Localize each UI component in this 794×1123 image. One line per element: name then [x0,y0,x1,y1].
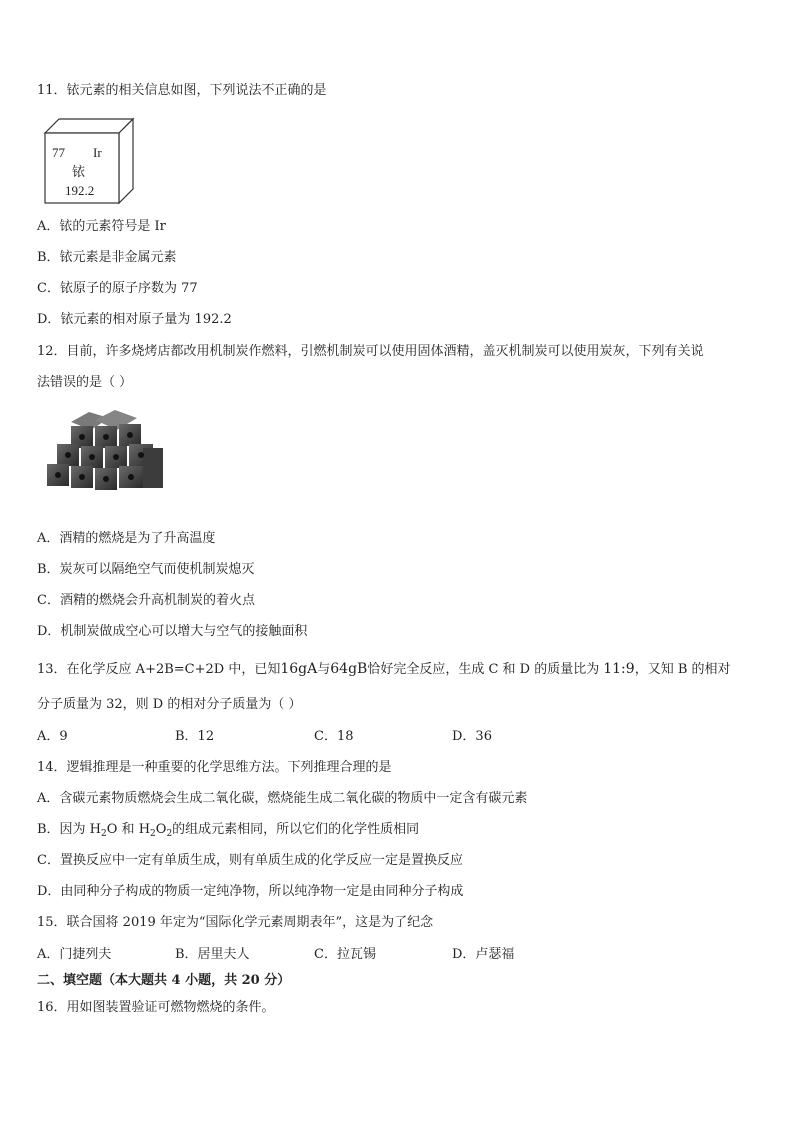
element-number: 77 [52,145,65,160]
q13-mass-a: 16gA [280,661,318,677]
q12-stem-line2: 法错误的是（ ） [37,375,133,390]
q12-stem-line1: 12．目前，许多烧烤店都改用机制炭作燃料，引燃机制炭可以使用固体酒精，盖灭机制炭可以使用炭灰，下列有关说 [37,344,704,359]
q15-option-c: C．拉瓦锡 [314,947,376,962]
q11-option-a: A．铱的元素符号是 Ir [37,219,166,234]
q11-stem: 11．铱元素的相关信息如图，下列说法不正确的是 [37,83,327,98]
q12-option-a: A．酒精的燃烧是为了升高温度 [37,531,216,546]
q12-option-b: B．炭灰可以隔绝空气而使机制炭熄灭 [37,562,255,577]
q13-option-c: C．18 [314,729,354,744]
q15-option-a: A．门捷列夫 [37,947,112,962]
q15-option-d: D．卢瑟福 [452,947,515,962]
q13-text-part1: 13．在化学反应 A+2B=C+2D 中，已知 [37,662,281,677]
element-symbol: Ir [93,145,102,160]
q14-option-b [37,820,419,840]
q13-stem-line2: 分子质量为 32，则 D 的相对分子质量为（ ） [37,697,302,712]
charcoal-briquettes-image [43,408,167,496]
q13-text-part2: 与 [317,662,331,677]
q14-option-d: D．由同种分子构成的物质一定纯净物，所以纯净物一定是由同种分子构成 [37,884,464,899]
q14-b-sub-3: 2 [166,829,173,839]
q13-ratio: 11:9 [603,661,635,677]
element-mass: 192.2 [65,183,95,198]
q13-option-b: B．12 [175,729,215,744]
q14-b-text-2: O 和 H [106,822,151,837]
q11-option-d: D．铱元素的相对原子量为 192.2 [37,312,232,327]
q14-b-text-4: 的组成元素相同，所以它们的化学性质相同 [172,822,420,837]
q13-option-a: A．9 [37,729,68,744]
q13-text-part3: 恰好完全反应，生成 C 和 D 的质量比为 [367,662,600,677]
q11-option-c: C．铱原子的原子序数为 77 [37,281,198,296]
q11-option-b: B．铱元素是非金属元素 [37,250,177,265]
q13-text-part4: ，又知 B 的相对 [634,662,731,677]
q14-b-text-1: B．因为 H [37,822,102,837]
q13-option-d: D．36 [452,729,492,744]
section-2-heading: 二、填空题（本大题共 4 小题，共 20 分） [37,973,291,988]
q14-b-sub-1: 2 [101,829,107,839]
q12-option-c: C．酒精的燃烧会升高机制炭的着火点 [37,593,255,608]
q14-option-a: A．含碳元素物质燃烧会生成二氧化碳，燃烧能生成二氧化碳的物质中一定含有碳元素 [37,791,528,806]
q15-option-b: B．居里夫人 [175,947,250,962]
q16-stem: 16．用如图装置验证可燃物燃烧的条件。 [37,1000,275,1015]
q12-option-d: D．机制炭做成空心可以增大与空气的接触面积 [37,624,308,639]
q14-b-sub-2: 2 [150,829,156,839]
q14-b-text-3: O [155,822,167,837]
element-name: 铱 [72,164,86,179]
q15-stem: 15．联合国将 2019 年定为“国际化学元素周期表年”，这是为了纪念 [37,915,434,930]
q14-stem: 14．逻辑推理是一种重要的化学思维方法。下列推理合理的是 [37,760,392,775]
q13-stem-line1 [37,659,731,680]
element-card-iridium [43,117,135,205]
q14-option-c: C．置换反应中一定有单质生成，则有单质生成的化学反应一定是置换反应 [37,853,463,868]
q13-mass-b: 64gB [330,661,368,677]
